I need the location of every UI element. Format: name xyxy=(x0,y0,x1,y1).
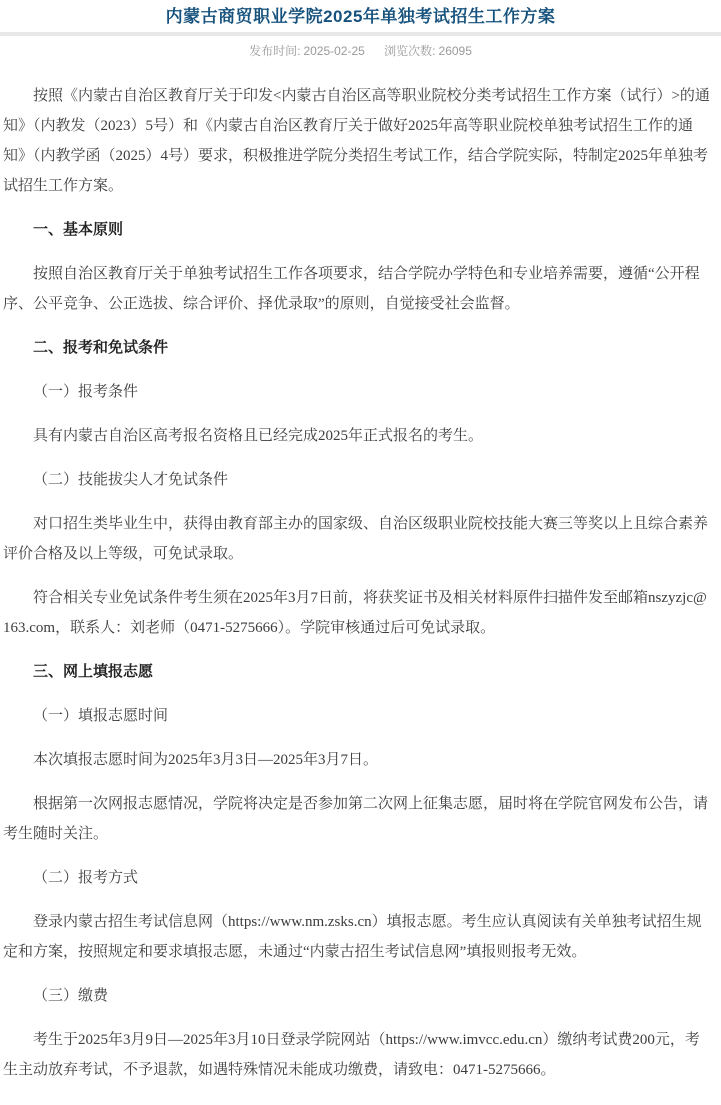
paragraph: 按照《内蒙古自治区教育厅关于印发<内蒙古自治区高等职业院校分类考试招生工作方案（试行）>的通知》（内教发（2023）5号）和《内蒙古自治区教育厅关于做好2025年高等职业院校单独考试招生工作的通知》（内教学函（2025）4号）要求，积极推进学院分类招生考试工作，结合学院实际，特制定2025年单独考试招生工作方案。 xyxy=(3,88,710,194)
sub-heading: （一）填报志愿时间 xyxy=(33,708,169,724)
section-heading: 一、基本原则 xyxy=(33,221,124,238)
paragraph: 本次填报志愿时间为2025年3月3日—2025年3月7日。 xyxy=(33,752,379,768)
article-body xyxy=(0,68,721,1105)
paragraph: 符合相关专业免试条件考生须在2025年3月7日前，将获奖证书及相关材料原件扫描件发至邮箱nszyzjc@163.com，联系人：刘老师（0471-5275666）。学院审核通过后可免试录取。 xyxy=(3,590,707,636)
sub-heading: （二）技能拔尖人才免试条件 xyxy=(33,472,229,488)
publish-time-value: 2025-02-25 xyxy=(303,44,365,58)
view-count-label: 浏览次数: xyxy=(384,44,436,58)
section-heading: 二、报考和免试条件 xyxy=(33,339,169,356)
paragraph: 登录内蒙古招生考试信息网（https://www.nm.zsks.cn）填报志愿。考生应认真阅读有关单独考试招生规定和方案，按照规定和要求填报志愿，未通过“内蒙古招生考试信息网”填报则报考无效。 xyxy=(3,914,702,960)
paragraph: 根据第一次网报志愿情况，学院将决定是否参加第二次网上征集志愿，届时将在学院官网发布公告，请考生随时关注。 xyxy=(3,796,709,842)
meta-bar xyxy=(0,36,721,68)
view-count xyxy=(384,44,472,58)
sub-heading: （二）报考方式 xyxy=(33,870,139,886)
paragraph: 按照自治区教育厅关于单独考试招生工作各项要求，结合学院办学特色和专业培养需要，遵循“公开程序、公平竞争、公正选拔、综合评价、择优录取”的原则，自觉接受社会监督。 xyxy=(3,266,700,312)
publish-time-label: 发布时间: xyxy=(249,44,301,58)
publish-time xyxy=(249,44,368,58)
section-heading: 三、网上填报志愿 xyxy=(33,663,154,680)
page-title: 内蒙古商贸职业学院2025年单独考试招生工作方案 xyxy=(165,7,556,26)
paragraph: 考生于2025年3月9日—2025年3月10日登录学院网站（https://www.imvcc.edu.cn）缴纳考试费200元，考生主动放弃考试，不予退款，如遇特殊情况未能成功缴费，请致电：0471-5275666。 xyxy=(3,1032,700,1078)
sub-heading: （一）报考条件 xyxy=(33,384,139,400)
view-count-value: 26095 xyxy=(438,44,472,58)
sub-heading: （三）缴费 xyxy=(33,988,109,1004)
paragraph: 对口招生类毕业生中，获得由教育部主办的国家级、自治区级职业院校技能大赛三等奖以上且综合素养评价合格及以上等级，可免试录取。 xyxy=(3,516,709,562)
paragraph: 具有内蒙古自治区高考报名资格且已经完成2025年正式报名的考生。 xyxy=(33,428,484,444)
